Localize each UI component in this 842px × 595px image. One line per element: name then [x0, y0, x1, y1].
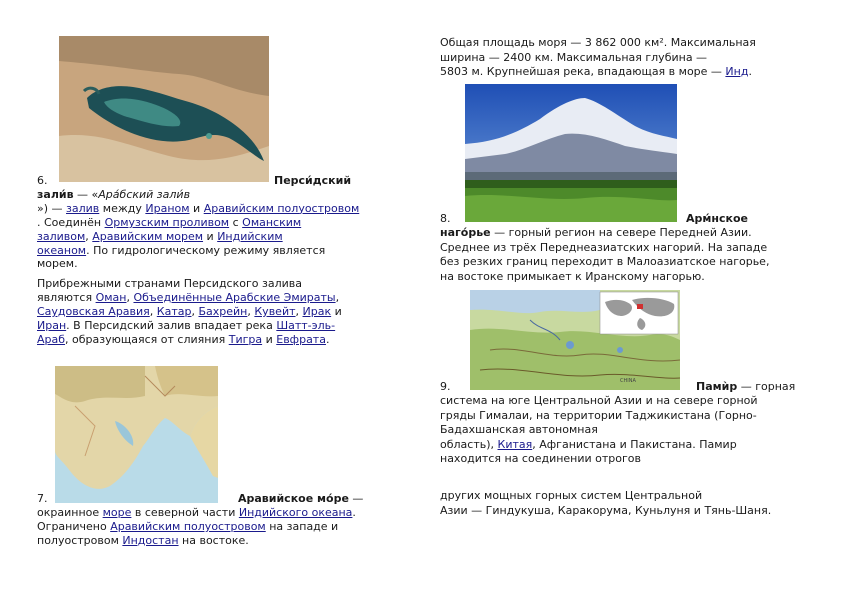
text: окраинное: [37, 506, 103, 519]
text: — горный регион на севере Передней Азии.: [490, 226, 752, 239]
text: .: [325, 333, 330, 346]
line: [37, 188, 359, 202]
link-indian-ocean[interactable]: Индийским океаном: [37, 229, 283, 257]
line: [440, 65, 756, 80]
link-china[interactable]: Китая: [497, 437, 533, 451]
text: 5803 м. Крупнейшая река, впадающая в море —: [440, 65, 726, 78]
text: между: [99, 201, 146, 215]
text: и: [189, 201, 204, 215]
link-indus[interactable]: Инд: [725, 65, 749, 78]
section-number: 6.: [37, 174, 48, 187]
sea-facts: [440, 36, 756, 80]
link-iran[interactable]: Ираном: [145, 201, 190, 215]
link-hormuz[interactable]: Ормузским проливом: [104, 216, 230, 229]
arabian-sea-num: [37, 492, 48, 506]
link-arabian-peninsula-2[interactable]: Аравийским полуостровом: [110, 520, 266, 533]
link-bahrain[interactable]: Бахрейн: [198, 305, 248, 318]
armenian-highland-num: [440, 212, 451, 226]
armenian-highland-title: Арм́нское: [686, 212, 748, 225]
text: . Ограничено: [37, 506, 356, 533]
armenian-highland-title-word: наго́рье: [440, 226, 491, 239]
section-number: 7.: [37, 492, 48, 505]
link-hindustan[interactable]: Индостан: [122, 534, 179, 547]
line: других мощных горных систем Центральной: [440, 489, 703, 502]
text: ») —: [37, 201, 67, 215]
line: без резких границ переходит в Малоазиатское нагорье,: [440, 255, 770, 268]
alt-name: Ара́бский зали́в: [98, 188, 191, 201]
text: . Соединён: [37, 216, 105, 229]
line: Азии — Гиндукуша, Каракорума, Куньлуня и Тянь-Шаня.: [440, 503, 772, 517]
text: .: [748, 65, 752, 78]
persian-gulf-paragraph: [37, 188, 359, 215]
pamir-title: Памѝр: [696, 380, 738, 393]
link-iraq[interactable]: Ирак: [302, 305, 332, 318]
persian-gulf-title-word: зали́в: [37, 188, 74, 201]
text: , образующаяся от слияния: [65, 333, 229, 346]
persian-gulf-title: Перси́дский: [274, 174, 352, 187]
text: — «: [73, 188, 99, 201]
mount-ararat-photo: [465, 84, 677, 222]
link-more[interactable]: море: [102, 506, 132, 519]
persian-gulf-body: [37, 216, 337, 271]
line: [37, 202, 359, 216]
line: Бадахшанская автономная: [440, 423, 598, 436]
map-caption-china: CHINA: [620, 378, 636, 384]
section-number: 9.: [440, 380, 451, 393]
arabian-sea-map: [55, 366, 218, 503]
text: и: [331, 305, 342, 318]
text: на западе и полуостровом: [37, 520, 339, 547]
link-oman[interactable]: Оман: [95, 291, 127, 304]
link-saudi-arabia[interactable]: Саудовская Аравия: [37, 305, 150, 318]
text: Прибрежными странами Персидского залива являются: [37, 277, 302, 304]
text: ,: [126, 291, 134, 304]
link-arabian-peninsula[interactable]: Аравийским полуостровом: [203, 201, 360, 215]
text: ,: [85, 229, 93, 243]
link-euphrates[interactable]: Евфрата: [276, 333, 326, 346]
text: ,: [149, 305, 157, 318]
link-arabian-sea[interactable]: Аравийским морем: [92, 229, 204, 243]
text: — горная: [737, 380, 796, 393]
pamir-paragraph: [440, 394, 758, 467]
line: Общая площадь моря — 3 862 000 км². Максимальная: [440, 36, 756, 49]
persian-gulf-satellite-image: [59, 36, 269, 182]
text: с: [229, 216, 243, 229]
link-iran-2[interactable]: Иран: [37, 319, 67, 332]
text: . В Персидский залив впадает река: [66, 319, 277, 332]
text: ,: [191, 305, 199, 318]
arabian-sea-title: Аравийское мо́ре: [238, 492, 349, 505]
pamir-num: [440, 380, 451, 394]
armenian-highland-map: [470, 290, 680, 390]
line: гряды Гималаи, на территории Таджикистана (Горно-: [440, 408, 757, 422]
line: на востоке примыкает к Иранскому нагорью.: [440, 269, 705, 283]
text: ,: [295, 305, 303, 318]
section-number: 8.: [440, 212, 451, 225]
link-kuwait[interactable]: Кувейт: [254, 305, 296, 318]
coastal-countries-paragraph: [37, 277, 347, 347]
link-qatar[interactable]: Катар: [156, 305, 192, 318]
text: ,: [247, 305, 255, 318]
line: [440, 226, 769, 241]
link-zaliv[interactable]: залив: [66, 201, 100, 215]
text: и: [203, 229, 218, 243]
line: система на юге Центральной Азии и на севере горной: [440, 394, 758, 407]
line: Среднее из трёх Переднеазиатских нагорий. На западе: [440, 240, 768, 254]
persian-gulf-title-a: [274, 174, 351, 188]
armenian-highland-paragraph: [440, 226, 769, 284]
pamir-paragraph-2: [440, 489, 771, 518]
line: [440, 438, 758, 453]
line: ширина — 2400 км. Максимальная глубина —: [440, 50, 708, 64]
text: и: [262, 333, 277, 346]
armenian-highland-title-a: [686, 212, 748, 226]
text: на востоке.: [178, 534, 249, 547]
text: область),: [440, 437, 498, 451]
text: ,: [335, 291, 340, 304]
arabian-sea-paragraph: [37, 506, 387, 548]
text: в северной части: [131, 506, 239, 519]
pamir-title-line: [696, 380, 795, 394]
link-indian-ocean-2[interactable]: Индийского океана: [238, 506, 353, 519]
line: находится на соединении отрогов: [440, 452, 642, 465]
link-tigris[interactable]: Тигра: [228, 333, 263, 346]
arabian-sea-title-line: [238, 492, 363, 506]
text: . По гидрологическому режиму является морем.: [37, 243, 326, 271]
text: , Афганистана и Пакистана. Памир: [532, 437, 737, 451]
link-shatt-al-arab[interactable]: Шатт-эль-Араб: [37, 319, 336, 346]
text: —: [348, 492, 364, 505]
persian-gulf-num: [37, 174, 48, 188]
link-uae[interactable]: Объединённые Арабские Эмираты: [133, 291, 336, 304]
link-oman-gulf[interactable]: Оманским заливом: [37, 216, 302, 243]
